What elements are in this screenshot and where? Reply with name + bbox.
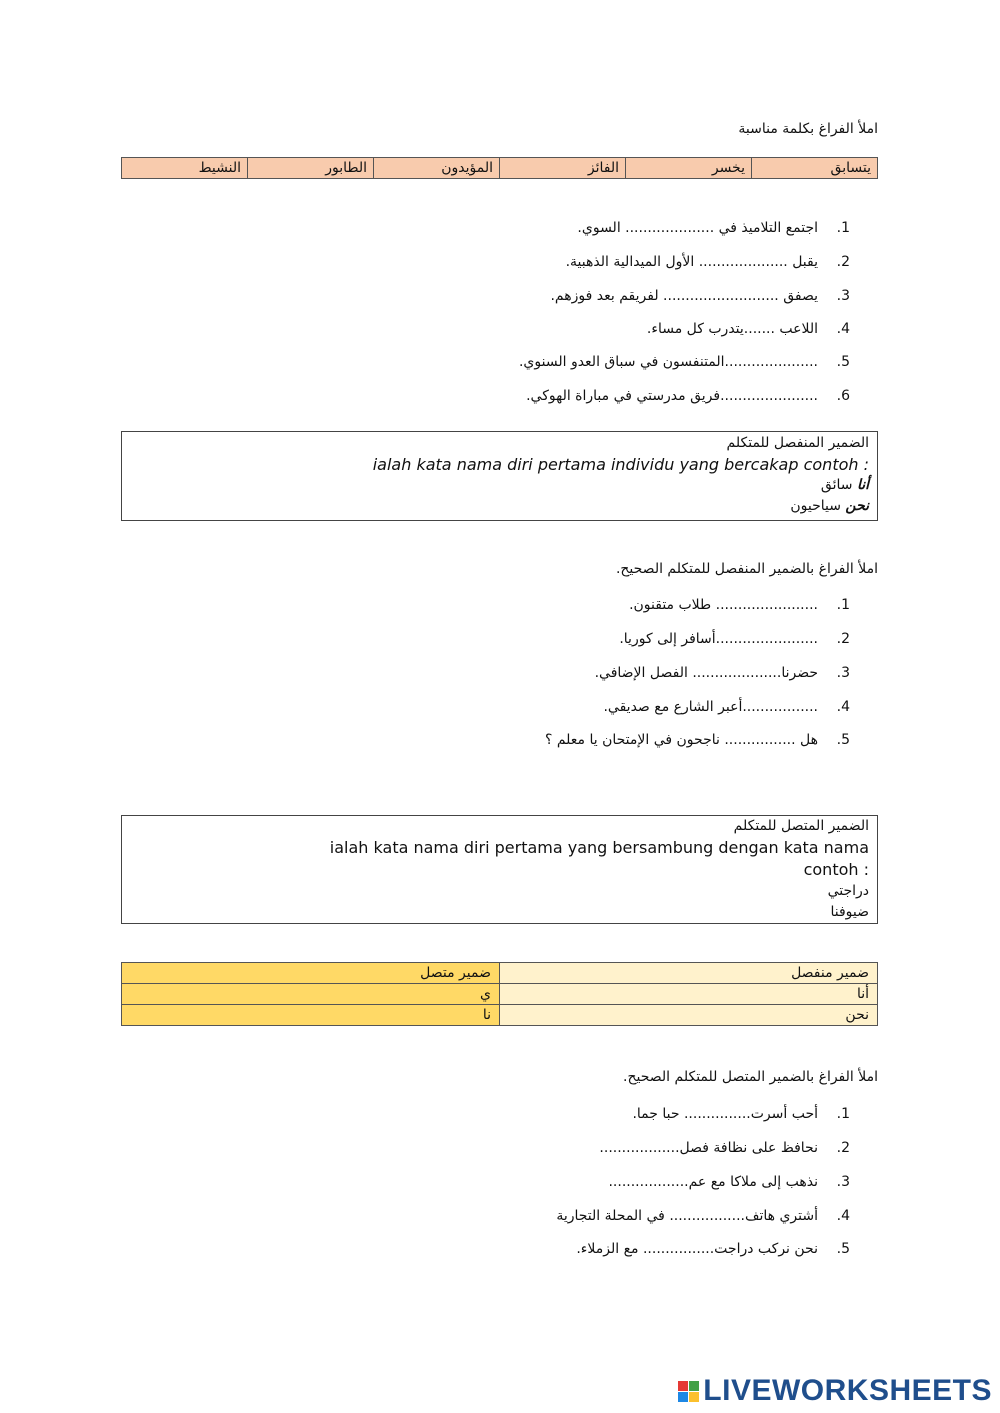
section2-instruction: املأ الفراغ بالضمير المنفصل للمتكلم الصحيح.: [615, 561, 878, 577]
table-cell: أنا: [500, 984, 878, 1005]
box-contoh: contoh :: [803, 860, 869, 879]
question-item[interactable]: 4..................أعبر الشارع مع صديقي.: [603, 699, 850, 715]
question-item[interactable]: 5.نحن نركب دراجت................ مع الزملاء.: [576, 1241, 850, 1257]
question-item[interactable]: 3.نذهب إلى ملاكا مع عم..................: [608, 1174, 850, 1190]
logo-text: LIVEWORKSHEETS: [703, 1374, 992, 1407]
word-bank-item: النشيط: [122, 158, 248, 179]
table-cell: ي: [122, 984, 500, 1005]
question-item[interactable]: 4.اللاعب .......يتدرب كل مساء.: [646, 321, 850, 337]
box-example: ضيوفنا: [830, 904, 869, 920]
question-item[interactable]: 1.أحب أسرت............... حبا جما.: [632, 1106, 850, 1122]
question-item[interactable]: 3.يصفق .......................... لفريقم بعد فوزهم.: [550, 288, 850, 304]
logo-mark-icon: [678, 1381, 699, 1402]
table-cell: نحن: [500, 1005, 878, 1026]
word-bank-item: يتسابق: [752, 158, 878, 179]
box-example: أنا سائق: [820, 477, 869, 493]
box-example: دراجتي: [827, 883, 869, 899]
question-item[interactable]: 1.اجتمع التلاميذ في .................... السوي.: [577, 220, 850, 236]
word-bank-item: الطابور: [248, 158, 374, 179]
question-item[interactable]: 3.حضرنا.................... الفصل الإضافي.: [594, 665, 850, 681]
question-item[interactable]: 5.هل ................ ناجحون في الإمتحان يا معلم ؟: [544, 732, 850, 748]
table-row: [122, 963, 878, 984]
box-title: الضمير المنفصل للمتكلم: [726, 435, 869, 451]
word-bank: [121, 157, 878, 179]
question-item[interactable]: 1........................ طلاب متقنون.: [629, 597, 850, 613]
word-bank-item: يخسر: [626, 158, 752, 179]
question-item[interactable]: 5......................المتنفسون في سباق العدو السنوي.: [518, 354, 850, 370]
table-header-attached: ضمير متصل: [122, 963, 500, 984]
pronoun-table: [121, 962, 878, 1026]
word-bank-item: الفائز: [500, 158, 626, 179]
liveworksheets-logo[interactable]: [678, 1373, 992, 1409]
detached-pronoun-box: [121, 431, 878, 521]
question-item[interactable]: 2.نحافظ على نظافة فصل..................: [599, 1140, 850, 1156]
question-item[interactable]: 2.يقبل .................... الأول الميدالية الذهبية.: [565, 254, 850, 270]
section3-instruction: املأ الفراغ بالضمير المتصل للمتكلم الصحيح.: [623, 1069, 878, 1085]
attached-pronoun-box: [121, 815, 878, 924]
table-cell: نا: [122, 1005, 500, 1026]
box-example: نحن سياحيون: [790, 498, 869, 514]
table-header-detached: ضمير منفصل: [500, 963, 878, 984]
box-definition: ialah kata nama diri pertama yang bersambung dengan kata nama: [329, 838, 869, 857]
question-item[interactable]: 6.......................فريق مدرستي في مباراة الهوكي.: [526, 388, 850, 404]
question-item[interactable]: 2........................أسافر إلى كوريا.: [619, 631, 850, 647]
table-row: [122, 1005, 878, 1026]
box-title: الضمير المتصل للمتكلم: [733, 818, 869, 834]
box-definition: ialah kata nama diri pertama individu yang bercakap contoh :: [372, 455, 869, 474]
section1-instruction: املأ الفراغ بكلمة مناسبة: [738, 121, 878, 137]
word-bank-item: المؤيدون: [374, 158, 500, 179]
question-item[interactable]: 4.أشتري هاتف................. في المحلة التجارية: [556, 1208, 850, 1224]
table-row: [122, 984, 878, 1005]
